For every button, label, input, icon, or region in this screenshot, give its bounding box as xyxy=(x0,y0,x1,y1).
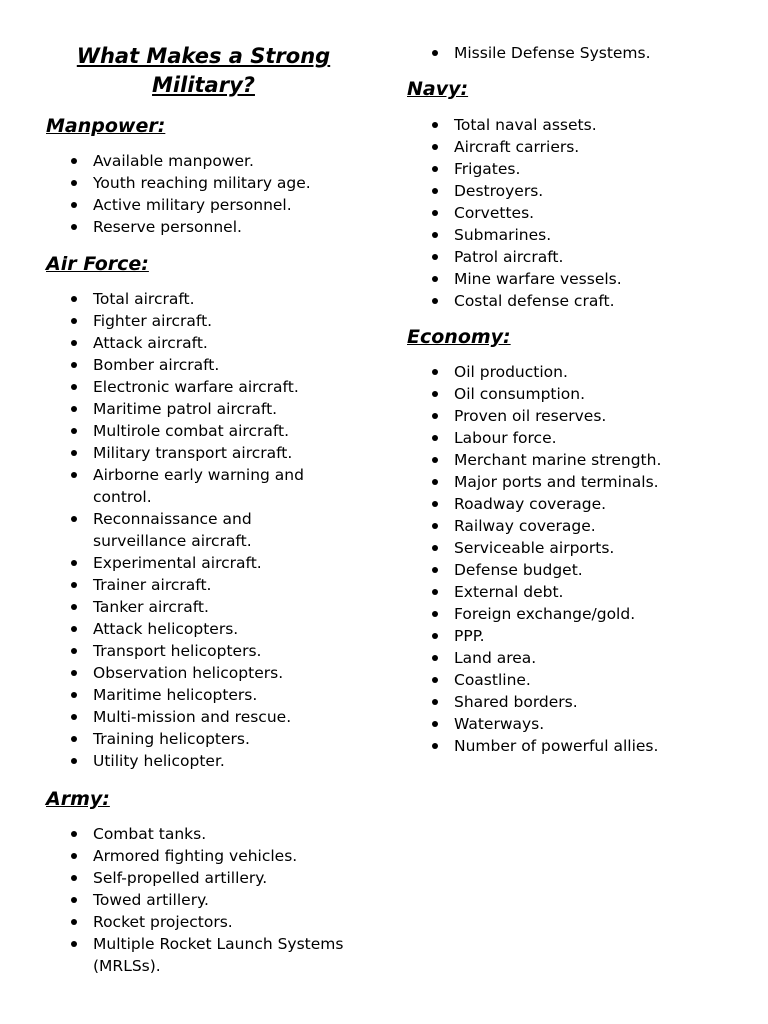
list-item-text: Bomber aircraft. xyxy=(93,356,220,374)
list-item xyxy=(46,823,346,845)
economy-list xyxy=(407,361,747,757)
list-item-text: Frigates. xyxy=(454,160,521,178)
bullet-icon xyxy=(71,296,77,302)
bullet-icon xyxy=(432,699,438,705)
list-item xyxy=(407,537,747,559)
list-item-text: Rocket projectors. xyxy=(93,913,233,931)
bullet-icon xyxy=(432,655,438,661)
bullet-icon xyxy=(432,391,438,397)
bullet-icon xyxy=(71,648,77,654)
list-item xyxy=(46,310,346,332)
list-item-text: Reserve personnel. xyxy=(93,218,242,236)
bullet-icon xyxy=(71,516,77,522)
bullet-icon xyxy=(432,210,438,216)
navy-list xyxy=(407,114,747,312)
list-item xyxy=(46,706,346,728)
list-item-text: Roadway coverage. xyxy=(454,495,607,513)
list-item-text: Land area. xyxy=(454,649,537,667)
list-item xyxy=(407,669,747,691)
list-item-text: Towed artillery. xyxy=(93,891,209,909)
list-item-text: Proven oil reserves. xyxy=(454,407,607,425)
list-item xyxy=(407,361,747,383)
bullet-icon xyxy=(71,158,77,164)
list-item xyxy=(407,625,747,647)
bullet-icon xyxy=(71,692,77,698)
bullet-icon xyxy=(432,232,438,238)
list-item xyxy=(407,405,747,427)
bullet-icon xyxy=(71,224,77,230)
list-item xyxy=(46,172,346,194)
list-item xyxy=(46,552,346,574)
list-item xyxy=(46,618,346,640)
economy-heading: Economy: xyxy=(407,326,511,348)
list-item-text: Active military personnel. xyxy=(93,196,292,214)
list-item xyxy=(407,383,747,405)
list-item xyxy=(46,288,346,310)
list-item-text: Maritime helicopters. xyxy=(93,686,258,704)
list-item-text: Utility helicopter. xyxy=(93,752,225,770)
bullet-icon xyxy=(71,941,77,947)
list-item xyxy=(407,246,747,268)
bullet-icon xyxy=(432,677,438,683)
air-force-heading: Air Force: xyxy=(46,253,149,275)
bullet-icon xyxy=(71,450,77,456)
list-item xyxy=(46,420,346,442)
list-item xyxy=(407,180,747,202)
list-item xyxy=(407,42,747,64)
bullet-icon xyxy=(71,406,77,412)
list-item-text: Combat tanks. xyxy=(93,825,207,843)
list-item-text: Defense budget. xyxy=(454,561,583,579)
list-item-text: Transport helicopters. xyxy=(93,642,262,660)
bullet-icon xyxy=(432,254,438,260)
list-item-text: Costal defense craft. xyxy=(454,292,615,310)
list-item xyxy=(407,427,747,449)
army-list xyxy=(46,823,346,977)
bullet-icon xyxy=(432,144,438,150)
list-item xyxy=(407,136,747,158)
list-item-text: Railway coverage. xyxy=(454,517,596,535)
list-item-text: PPP. xyxy=(454,627,485,645)
army-heading: Army: xyxy=(46,788,110,810)
bullet-icon xyxy=(432,369,438,375)
list-item xyxy=(46,150,346,172)
list-item xyxy=(46,889,346,911)
bullet-icon xyxy=(71,758,77,764)
list-item-text: Coastline. xyxy=(454,671,531,689)
list-item-text: Available manpower. xyxy=(93,152,254,170)
bullet-icon xyxy=(432,298,438,304)
list-item-text: External debt. xyxy=(454,583,564,601)
bullet-icon xyxy=(432,166,438,172)
document-title: What Makes a Strong Military? xyxy=(76,44,331,97)
list-item xyxy=(46,750,346,772)
list-item xyxy=(46,596,346,618)
list-item xyxy=(46,684,346,706)
list-item-text: Number of powerful allies. xyxy=(454,737,659,755)
army-continued-list xyxy=(407,42,747,64)
list-item xyxy=(46,867,346,889)
bullet-icon xyxy=(71,472,77,478)
list-item-text: Waterways. xyxy=(454,715,545,733)
list-item-text: Corvettes. xyxy=(454,204,535,222)
list-item-text: Armored fighting vehicles. xyxy=(93,847,298,865)
bullet-icon xyxy=(71,714,77,720)
list-item-text: Multi-mission and rescue. xyxy=(93,708,292,726)
bullet-icon xyxy=(71,831,77,837)
list-item xyxy=(407,691,747,713)
bullet-icon xyxy=(71,897,77,903)
bullet-icon xyxy=(432,611,438,617)
bullet-icon xyxy=(432,122,438,128)
list-item xyxy=(46,194,346,216)
list-item-text: Observation helicopters. xyxy=(93,664,284,682)
navy-heading: Navy: xyxy=(407,78,469,100)
list-item-text: Patrol aircraft. xyxy=(454,248,564,266)
list-item xyxy=(407,559,747,581)
bullet-icon xyxy=(432,567,438,573)
list-item xyxy=(46,574,346,596)
bullet-icon xyxy=(432,188,438,194)
list-item-text: Submarines. xyxy=(454,226,552,244)
bullet-icon xyxy=(432,721,438,727)
bullet-icon xyxy=(432,633,438,639)
list-item xyxy=(46,508,346,552)
list-item-text: Total aircraft. xyxy=(93,290,195,308)
list-item-text: Oil production. xyxy=(454,363,568,381)
bullet-icon xyxy=(432,743,438,749)
bullet-icon xyxy=(71,875,77,881)
bullet-icon xyxy=(432,589,438,595)
bullet-icon xyxy=(432,413,438,419)
list-item-text: Mine warfare vessels. xyxy=(454,270,622,288)
bullet-icon xyxy=(71,626,77,632)
list-item xyxy=(46,464,346,508)
bullet-icon xyxy=(71,853,77,859)
bullet-icon xyxy=(71,384,77,390)
bullet-icon xyxy=(432,479,438,485)
list-item-text: Experimental aircraft. xyxy=(93,554,262,572)
bullet-icon xyxy=(432,545,438,551)
list-item-text: Maritime patrol aircraft. xyxy=(93,400,278,418)
list-item-text: Aircraft carriers. xyxy=(454,138,580,156)
bullet-icon xyxy=(71,340,77,346)
list-item-text: Multirole combat aircraft. xyxy=(93,422,290,440)
list-item-text: Shared borders. xyxy=(454,693,578,711)
list-item-text: Attack aircraft. xyxy=(93,334,208,352)
list-item xyxy=(407,735,747,757)
list-item xyxy=(407,268,747,290)
list-item xyxy=(46,728,346,750)
list-item-text: Merchant marine strength. xyxy=(454,451,662,469)
list-item-text: Fighter aircraft. xyxy=(93,312,213,330)
list-item-text: Foreign exchange/gold. xyxy=(454,605,636,623)
list-item-text: Total naval assets. xyxy=(454,116,597,134)
list-item-text: Oil consumption. xyxy=(454,385,586,403)
list-item-text: Electronic warfare aircraft. xyxy=(93,378,299,396)
list-item xyxy=(46,845,346,867)
list-item-text: Attack helicopters. xyxy=(93,620,239,638)
bullet-icon xyxy=(71,180,77,186)
list-item-text: Reconnaissance and surveillance aircraft. xyxy=(93,510,252,550)
list-item-text: Trainer aircraft. xyxy=(93,576,212,594)
bullet-icon xyxy=(71,604,77,610)
list-item xyxy=(46,640,346,662)
list-item xyxy=(407,224,747,246)
list-item-text: Destroyers. xyxy=(454,182,544,200)
list-item-text: Missile Defense Systems. xyxy=(454,44,651,62)
list-item xyxy=(46,662,346,684)
manpower-list xyxy=(46,150,346,238)
list-item xyxy=(407,471,747,493)
list-item-text: Major ports and terminals. xyxy=(454,473,659,491)
list-item xyxy=(46,911,346,933)
manpower-heading: Manpower: xyxy=(46,115,166,137)
bullet-icon xyxy=(71,736,77,742)
bullet-icon xyxy=(71,362,77,368)
bullet-icon xyxy=(71,560,77,566)
list-item xyxy=(46,442,346,464)
list-item-text: Serviceable airports. xyxy=(454,539,615,557)
list-item xyxy=(46,398,346,420)
list-item xyxy=(46,354,346,376)
list-item xyxy=(407,158,747,180)
bullet-icon xyxy=(71,670,77,676)
list-item-text: Airborne early warning and control. xyxy=(93,466,304,506)
list-item xyxy=(407,202,747,224)
bullet-icon xyxy=(432,276,438,282)
bullet-icon xyxy=(432,50,438,56)
bullet-icon xyxy=(432,435,438,441)
bullet-icon xyxy=(432,523,438,529)
bullet-icon xyxy=(71,919,77,925)
bullet-icon xyxy=(71,318,77,324)
list-item-text: Military transport aircraft. xyxy=(93,444,293,462)
list-item-text: Tanker aircraft. xyxy=(93,598,209,616)
list-item xyxy=(407,603,747,625)
list-item xyxy=(407,114,747,136)
bullet-icon xyxy=(432,457,438,463)
list-item xyxy=(407,647,747,669)
bullet-icon xyxy=(71,582,77,588)
list-item-text: Self-propelled artillery. xyxy=(93,869,268,887)
list-item xyxy=(46,332,346,354)
bullet-icon xyxy=(71,428,77,434)
list-item xyxy=(46,216,346,238)
bullet-icon xyxy=(71,202,77,208)
list-item-text: Training helicopters. xyxy=(93,730,250,748)
list-item xyxy=(46,933,346,977)
list-item-text: Youth reaching military age. xyxy=(93,174,311,192)
list-item xyxy=(407,290,747,312)
list-item xyxy=(407,581,747,603)
air-force-list xyxy=(46,288,346,772)
list-item xyxy=(407,515,747,537)
list-item xyxy=(407,449,747,471)
list-item xyxy=(407,713,747,735)
list-item xyxy=(407,493,747,515)
list-item-text: Multiple Rocket Launch Systems (MRLSs). xyxy=(93,935,344,975)
list-item-text: Labour force. xyxy=(454,429,557,447)
bullet-icon xyxy=(432,501,438,507)
list-item xyxy=(46,376,346,398)
